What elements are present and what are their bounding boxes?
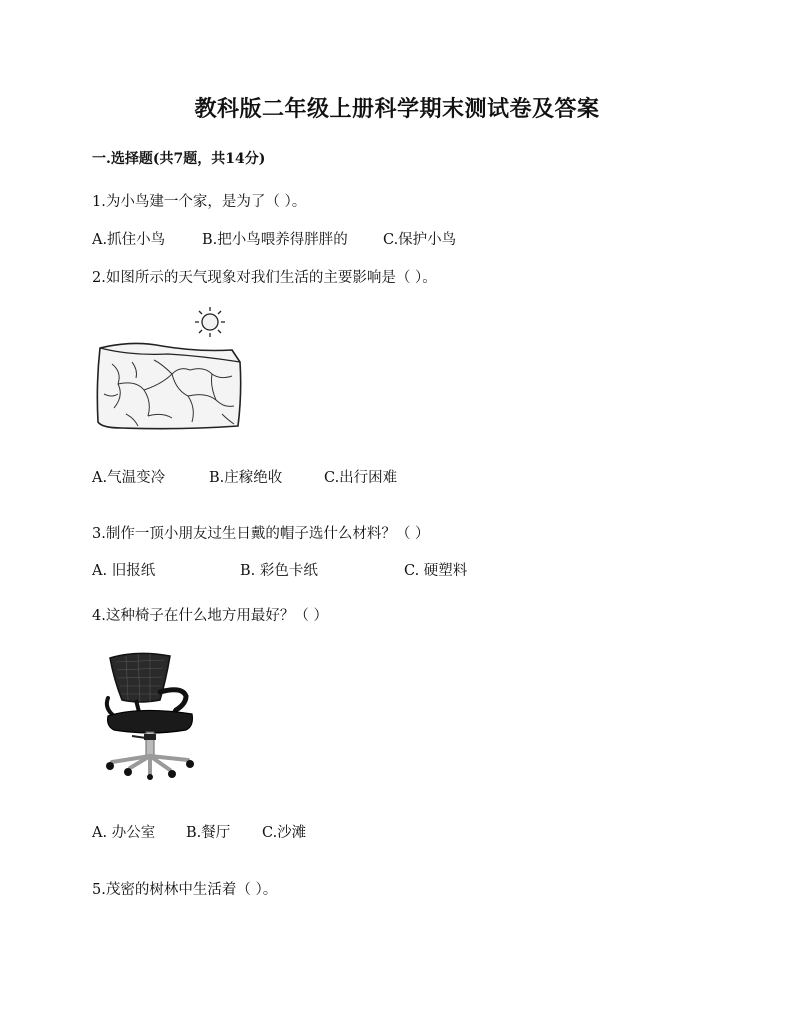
question-3-option-a[interactable]: A. 旧报纸 bbox=[92, 563, 156, 579]
question-1-option-c[interactable]: C.保护小鸟 bbox=[383, 232, 457, 248]
question-1-stem: 1.为小鸟建一个家，是为了（ ）。 bbox=[92, 194, 307, 210]
question-3-stem: 3.制作一顶小朋友过生日戴的帽子选什么材料？（ ） bbox=[92, 526, 430, 542]
question-4-option-c[interactable]: C.沙滩 bbox=[262, 825, 307, 841]
question-4-stem: 4.这种椅子在什么地方用最好？（ ） bbox=[92, 608, 328, 624]
question-2-option-b[interactable]: B.庄稼绝收 bbox=[209, 470, 283, 486]
question-2-option-c[interactable]: C.出行困难 bbox=[324, 470, 398, 486]
cracked-earth-sun-icon bbox=[92, 304, 248, 434]
question-5-stem: 5.茂密的树林中生活着（ ）。 bbox=[92, 882, 278, 898]
question-3-option-c[interactable]: C. 硬塑料 bbox=[404, 563, 468, 579]
question-2-option-a[interactable]: A.气温变冷 bbox=[92, 470, 166, 486]
question-1-option-a[interactable]: A.抓住小鸟 bbox=[92, 232, 166, 248]
section-heading: 一.选择题(共7题，共14分) bbox=[92, 151, 266, 167]
question-1-option-b[interactable]: B.把小鸟喂养得胖胖的 bbox=[202, 232, 348, 248]
page-title: 教科版二年级上册科学期末测试卷及答案 bbox=[194, 96, 600, 122]
question-3-option-b[interactable]: B. 彩色卡纸 bbox=[240, 563, 318, 579]
question-4-option-b[interactable]: B.餐厅 bbox=[186, 825, 231, 841]
question-2-stem: 2.如图所示的天气现象对我们生活的主要影响是（ ）。 bbox=[92, 270, 437, 286]
question-4-option-a[interactable]: A. 办公室 bbox=[92, 825, 156, 841]
office-chair-icon bbox=[100, 650, 200, 780]
